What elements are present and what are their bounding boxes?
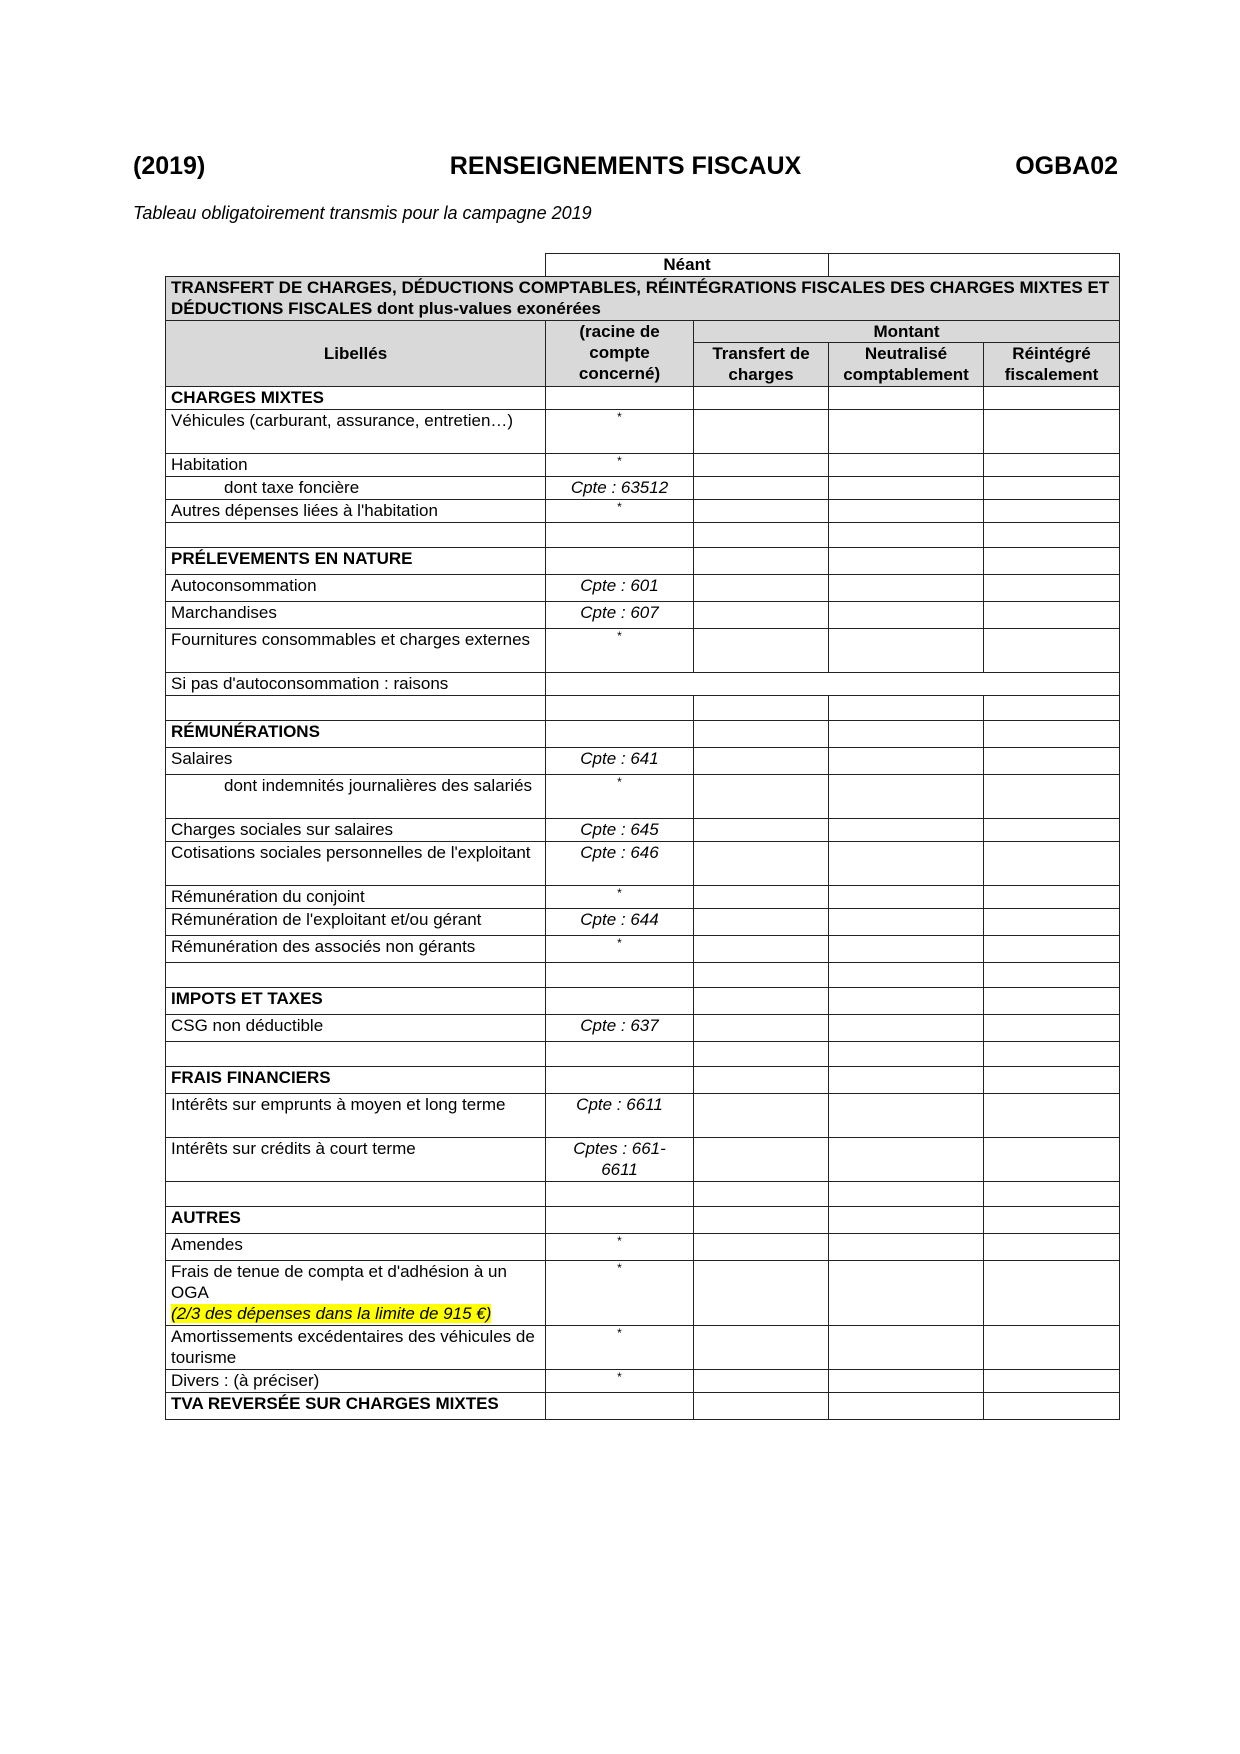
table-row: [166, 1234, 1120, 1261]
row-account: *: [546, 886, 694, 909]
frais-tenue-label: Frais de tenue de compta et d'adhésion à un OGA: [171, 1262, 507, 1302]
table-row: [166, 775, 1120, 819]
row-account: *: [546, 1370, 694, 1393]
row-label: Habitation: [166, 454, 546, 477]
row-label: Fournitures consommables et charges externes: [166, 629, 546, 673]
row-label: Rémunération des associés non gérants: [166, 936, 546, 963]
table-row: [166, 575, 1120, 602]
table-row: [166, 673, 1120, 696]
row-label: Autres dépenses liées à l'habitation: [166, 500, 546, 523]
row-label: Salaires: [166, 748, 546, 775]
section-charges-mixtes: CHARGES MIXTES: [166, 387, 546, 410]
raisons-field[interactable]: [546, 673, 1120, 696]
row-label: Cotisations sociales personnelles de l'exploitant: [166, 842, 546, 886]
section-tva: TVA REVERSÉE SUR CHARGES MIXTES: [166, 1393, 546, 1420]
row-label: Intérêts sur crédits à court terme: [166, 1138, 546, 1182]
table-row: [166, 819, 1120, 842]
table-row: [166, 748, 1120, 775]
section-row: [166, 721, 1120, 748]
row-label: Intérêts sur emprunts à moyen et long terme: [166, 1094, 546, 1138]
table-row: [166, 1326, 1120, 1370]
section-autres: AUTRES: [166, 1207, 546, 1234]
row-label: Divers : (à préciser): [166, 1370, 546, 1393]
row-label: Véhicules (carburant, assurance, entretien…): [166, 410, 546, 454]
row-label: CSG non déductible: [166, 1015, 546, 1042]
section-row: [166, 548, 1120, 575]
header-year: (2019): [133, 152, 206, 180]
table-row: [166, 1370, 1120, 1393]
form-code: OGBA02: [1015, 152, 1118, 180]
row-label: Autoconsommation: [166, 575, 546, 602]
section-row: [166, 988, 1120, 1015]
table-row: [166, 454, 1120, 477]
row-label: Rémunération de l'exploitant et/ou gérant: [166, 909, 546, 936]
col-header-transfert: Transfert de charges: [694, 343, 829, 387]
row-account: Cpte : 646: [546, 842, 694, 886]
row-account: *: [546, 1326, 694, 1370]
table-row: [166, 500, 1120, 523]
spacer-row: [166, 696, 1120, 721]
table-row: [166, 1015, 1120, 1042]
spacer-row: [166, 1182, 1120, 1207]
table-row: [166, 629, 1120, 673]
neant-row: [166, 254, 1120, 277]
section-row: [166, 1067, 1120, 1094]
col-header-libelles: Libellés: [166, 321, 546, 387]
table-row: [166, 886, 1120, 909]
row-account: Cpte : 63512: [546, 477, 694, 500]
section-row: [166, 1207, 1120, 1234]
col-header-racine: (racine de compte concerné): [546, 321, 694, 387]
section-remunerations: RÉMUNÉRATIONS: [166, 721, 546, 748]
row-account: *: [546, 1234, 694, 1261]
row-account: *: [546, 454, 694, 477]
table-row: [166, 1094, 1120, 1138]
table-row: [166, 1261, 1120, 1326]
table-banner: TRANSFERT DE CHARGES, DÉDUCTIONS COMPTABLES, RÉINTÉGRATIONS FISCALES DES CHARGES MIXTES ET DÉDUCTIONS FISCALES dont plus-values exonérées: [166, 277, 1120, 321]
col-header-reintegre: Réintégré fiscalement: [984, 343, 1120, 387]
row-account: Cpte : 645: [546, 819, 694, 842]
table-row: [166, 1138, 1120, 1182]
table-row: [166, 477, 1120, 500]
page-subtitle: Tableau obligatoirement transmis pour la campagne 2019: [133, 203, 592, 223]
row-label: Rémunération du conjoint: [166, 886, 546, 909]
section-row: [166, 387, 1120, 410]
row-label: Amendes: [166, 1234, 546, 1261]
banner-row: [166, 277, 1120, 321]
section-prelevements: PRÉLEVEMENTS EN NATURE: [166, 548, 546, 575]
spacer-row: [166, 963, 1120, 988]
section-impots: IMPOTS ET TAXES: [166, 988, 546, 1015]
row-account: *: [546, 936, 694, 963]
table-row: [166, 909, 1120, 936]
row-account: *: [546, 500, 694, 523]
neant-checkbox[interactable]: [829, 254, 1120, 277]
row-account: Cpte : 637: [546, 1015, 694, 1042]
page-header: [133, 152, 1118, 182]
col-header-montant: Montant: [694, 321, 1120, 343]
row-account: Cpte : 641: [546, 748, 694, 775]
page-title: RENSEIGNEMENTS FISCAUX: [449, 152, 802, 180]
table-row: [166, 602, 1120, 629]
row-account: Cptes : 661-6611: [546, 1138, 694, 1182]
table-row: [166, 842, 1120, 886]
spacer-row: [166, 1042, 1120, 1067]
row-label: Amortissements excédentaires des véhicules de tourisme: [166, 1326, 546, 1370]
row-account: *: [546, 410, 694, 454]
row-label: dont taxe foncière: [166, 477, 546, 500]
row-account: Cpte : 6611: [546, 1094, 694, 1138]
spacer-row: [166, 523, 1120, 548]
row-account: Cpte : 644: [546, 909, 694, 936]
neant-label: Néant: [546, 254, 829, 277]
row-label: dont indemnités journalières des salariés: [166, 775, 546, 819]
row-account: *: [546, 629, 694, 673]
row-label: Marchandises: [166, 602, 546, 629]
highlighted-note: (2/3 des dépenses dans la limite de 915 €): [171, 1304, 492, 1323]
row-account: *: [546, 775, 694, 819]
table-row: [166, 936, 1120, 963]
table-row: [166, 1393, 1120, 1420]
row-label: [166, 1261, 546, 1326]
row-label: Charges sociales sur salaires: [166, 819, 546, 842]
fiscal-table: [165, 253, 1120, 1420]
row-account: Cpte : 607: [546, 602, 694, 629]
table-row: [166, 410, 1120, 454]
section-frais-financiers: FRAIS FINANCIERS: [166, 1067, 546, 1094]
row-account: Cpte : 601: [546, 575, 694, 602]
row-account: *: [546, 1261, 694, 1326]
header-row-1: [166, 321, 1120, 343]
col-header-neutralise: Neutralisé comptablement: [829, 343, 984, 387]
row-label: Si pas d'autoconsommation : raisons: [166, 673, 546, 696]
